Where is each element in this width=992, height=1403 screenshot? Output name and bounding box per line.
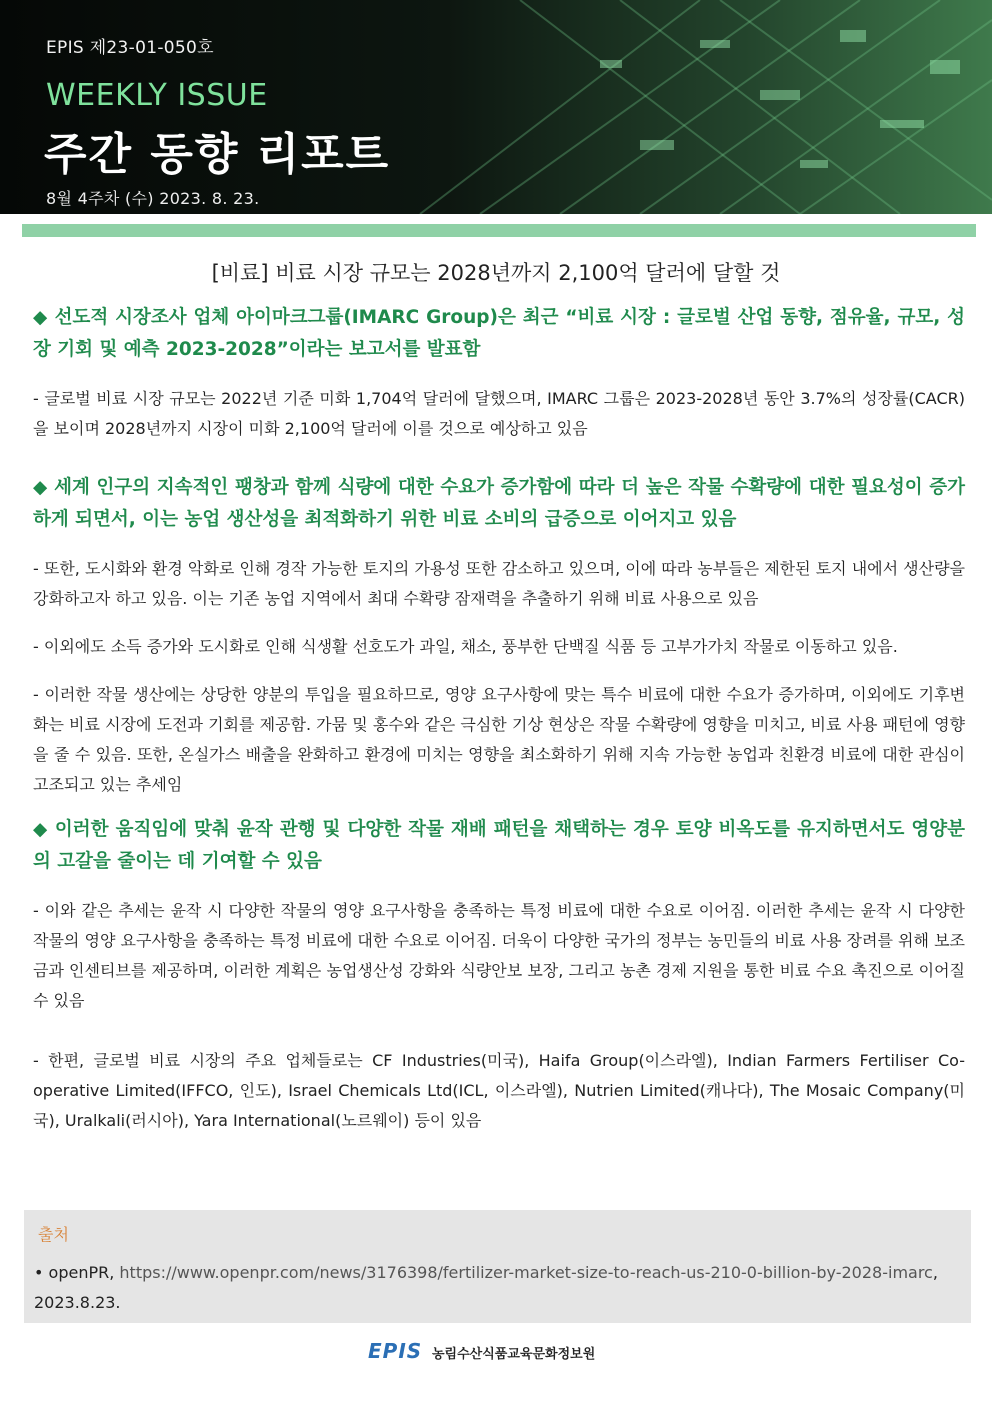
epis-logo: EPIS	[368, 1339, 423, 1363]
paragraph: - 또한, 도시화와 환경 악화로 인해 경작 가능한 토지의 가용성 또한 감소하고 있으며, 이에 따라 농부들은 제한된 토지 내에서 생산량을 강화하고자 하고 있음. 이는 기존 농업 지역에서 최대 수확량 잠재력을 추출하기 위해 비료 사용으로 있음	[33, 559, 965, 608]
organization-name: 농림수산식품교육문화정보원	[432, 1347, 596, 1362]
article-headline: [비료] 비료 시장 규모는 2028년까지 2,100억 달러에 달할 것	[211, 261, 781, 285]
document-number: EPIS 제23-01-050호	[46, 38, 214, 58]
section-heading: ◆ 이러한 움직임에 맞춰 윤작 관행 및 다양한 작물 재배 패턴을 채택하는 경우 토양 비옥도를 유지하면서도 영양분의 고갈을 줄이는 데 기여할 수 있음	[33, 819, 965, 872]
source-label: 출처	[38, 1225, 69, 1244]
section-heading: ◆ 세계 인구의 지속적인 팽창과 함께 식량에 대한 수요가 증가함에 따라 더 높은 작물 수확량에 대한 필요성이 증가하게 되면서, 이는 농업 생산성을 최적화하기 위한 비료 소비의 급증으로 이어지고 있음	[33, 477, 965, 530]
report-title: 주간 동향 리포트	[44, 129, 391, 180]
report-date: 8월 4주차 (수) 2023. 8. 23.	[46, 189, 260, 208]
section-heading: ◆ 선도적 시장조사 업체 아이마크그룹(IMARC Group)은 최근 “비료 시장 : 글로벌 산업 동향, 점유율, 규모, 성장 기회 및 예측 2023-2028”이라는 보고서를 발표함	[33, 307, 965, 360]
source-box	[24, 1210, 971, 1323]
paragraph: - 한편, 글로벌 비료 시장의 주요 업체들로는 CF Industries(미국), Haifa Group(이스라엘), Indian Farmers Fertiliser Co-operative Limited(IFFCO, 인도), Israel Chemicals Ltd(ICL, 이스라엘), Nutrien Limited(캐나다), The Mosaic Company(미국), Uralkali(러시아), Yara International(노르웨이) 등이 있음	[33, 1051, 965, 1130]
article-body	[33, 302, 965, 1136]
source-url-link[interactable]: https://www.openpr.com/news/3176398/fertilizer-market-size-to-reach-us-210-0-billion-by-2028-imarc	[119, 1263, 933, 1282]
divider-bar	[22, 224, 976, 237]
weekly-issue-label: WEEKLY ISSUE	[46, 78, 268, 113]
footer	[0, 1333, 992, 1363]
paragraph: - 글로벌 비료 시장 규모는 2022년 기준 미화 1,704억 달러에 달했으며, IMARC 그룹은 2023-2028년 동안 3.7%의 성장률(CACR)을 보이며 2028년까지 시장이 미화 2,100억 달러에 이를 것으로 예상하고 있음	[33, 389, 965, 438]
paragraph: - 이외에도 소득 증가와 도시화로 인해 식생활 선호도가 과일, 채소, 풍부한 단백질 식품 등 고부가가치 작물로 이동하고 있음.	[33, 637, 898, 656]
source-publisher: • openPR,	[34, 1263, 115, 1282]
report-header	[0, 0, 992, 214]
source-date: , 2023.8.23.	[34, 1263, 938, 1312]
paragraph: - 이러한 작물 생산에는 상당한 양분의 투입을 필요하므로, 영양 요구사항에 맞는 특수 비료에 대한 수요가 증가하며, 이외에도 기후변화는 비료 시장에 도전과 기회를 제공함. 가뭄 및 홍수와 같은 극심한 기상 현상은 작물 수확량에 영향을 미치고, 비료 사용 패턴에 영향을 줄 수 있음. 또한, 온실가스 배출을 완화하고 환경에 미치는 영향을 최소화하기 위해 지속 가능한 농업과 친환경 비료에 대한 관심이 고조되고 있는 추세임	[33, 685, 965, 794]
paragraph: - 이와 같은 추세는 윤작 시 다양한 작물의 영양 요구사항을 충족하는 특정 비료에 대한 수요로 이어짐. 이러한 추세는 윤작 시 다양한 작물의 영양 요구사항을 충족하는 특정 비료에 대한 수요로 이어짐. 더욱이 다양한 국가의 정부는 농민들의 비료 사용 장려를 위해 보조금과 인센티브를 제공하며, 이러한 계획은 농업생산성 강화와 식량안보 보장, 그리고 농촌 경제 지원을 통한 비료 수요 촉진으로 이어질 수 있음	[33, 901, 965, 1010]
source-citation	[34, 1258, 959, 1318]
